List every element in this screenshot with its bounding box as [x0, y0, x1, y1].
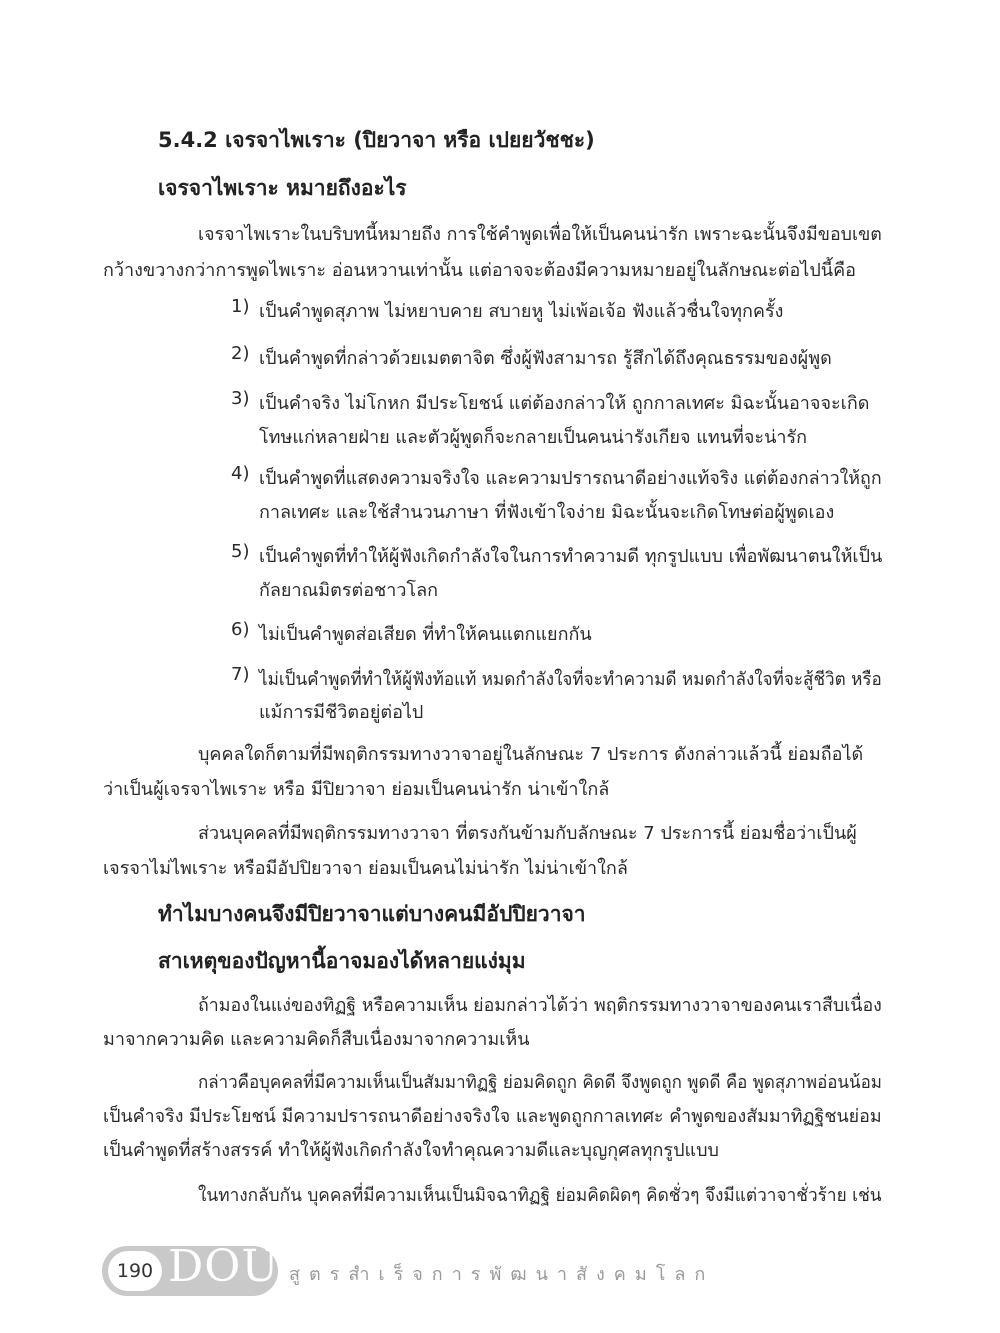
cause-heading: สาเหตุของปัญหานี้อาจมองได้หลายแง่มุม: [158, 949, 526, 973]
list-item-number: 5): [231, 541, 250, 562]
paragraph-line: ถ้ามองในแง่ของทิฏฐิ หรือความเห็น ย่อมกล่าวได้ว่า พฤติกรรมทางวาจาของคนเราสืบเนื่อง: [198, 995, 882, 1016]
list-item-text: เป็นคำพูดที่กล่าวด้วยเมตตาจิต ซึ่งผู้ฟังสามารถ รู้สึกได้ถึงคุณธรรมของผู้พูด: [259, 348, 832, 369]
list-item-text: เป็นคำพูดที่แสดงความจริงใจ และความปรารถนาดีอย่างแท้จริง แต่ต้องกล่าวให้ถูก: [259, 468, 882, 489]
paragraph-line: บุคคลใดก็ตามที่มีพฤติกรรมทางวาจาอยู่ในลักษณะ 7 ประการ ดังกล่าวแล้วนี้ ย่อมถือได้: [198, 744, 864, 765]
list-item-text: โทษแก่หลายฝ่าย และตัวผู้พูดก็จะกลายเป็นคนน่ารังเกียจ แทนที่จะน่ารัก: [259, 427, 808, 448]
list-item-number: 2): [231, 343, 250, 364]
list-item-text: ไม่เป็นคำพูดส่อเสียด ที่ทำให้คนแตกแยกกัน: [259, 624, 592, 645]
paragraph-line: เจรจาไม่ไพเราะ หรือมีอัปปิยวาจา ย่อมเป็นคนไม่น่ารัก ไม่น่าเข้าใกล้: [103, 858, 628, 879]
intro-paragraph-line: เจรจาไพเราะในบริบทนี้หมายถึง การใช้คำพูดเพื่อให้เป็นคนน่ารัก เพราะฉะนั้นจึงมีขอบเขต: [198, 224, 882, 245]
list-item-text: แม้การมีชีวิตอยู่ต่อไป: [259, 702, 424, 723]
section-heading: 5.4.2 เจรจาไพเราะ (ปิยวาจา หรือ เปยยวัชชะ): [158, 128, 595, 152]
paragraph-line: มาจากความคิด และความคิดก็สืบเนื่องมาจากความเห็น: [103, 1029, 530, 1050]
list-item-number: 7): [231, 664, 250, 685]
paragraph-line: กล่าวคือบุคคลที่มีความเห็นเป็นสัมมาทิฏฐิ ย่อมคิดถูก คิดดี จึงพูดถูก พูดดี คือ พูดสุภาพอ่อนน้อม: [198, 1072, 882, 1093]
list-item-text: กาลเทศะ และใช้สำนวนภาษา ที่ฟังเข้าใจง่าย มิฉะนั้นจะเกิดโทษต่อผู้พูดเอง: [259, 502, 835, 523]
list-item-text: เป็นคำพูดสุภาพ ไม่หยาบคาย สบายหู ไม่เพ้อเจ้อ ฟังแล้วชื่นใจทุกครั้ง: [259, 301, 784, 322]
dou-logo: DOU: [168, 1241, 280, 1292]
list-item-text: กัลยาณมิตรต่อชาวโลก: [259, 580, 439, 601]
list-item-text: เป็นคำพูดที่ทำให้ผู้ฟังเกิดกำลังใจในการทำความดี ทุกรูปแบบ เพื่อพัฒนาตนให้เป็น: [259, 546, 883, 567]
book-title: สูตรสำเร็จการพัฒนาสังคมโลก: [289, 1264, 715, 1285]
intro-paragraph-line: กว้างขวางกว่าการพูดไพเราะ อ่อนหวานเท่านั้น แต่อาจจะต้องมีความหมายอยู่ในลักษณะต่อไปนี้คือ: [103, 260, 856, 281]
paragraph-line: เป็นคำพูดที่สร้างสรรค์ ทำให้ผู้ฟังเกิดกำลังใจทำคุณความดีและบุญกุศลทุกรูปแบบ: [103, 1140, 719, 1161]
paragraph-line: ส่วนบุคคลที่มีพฤติกรรมทางวาจา ที่ตรงกันข้ามกับลักษณะ 7 ประการนี้ ย่อมชื่อว่าเป็นผู้: [198, 823, 857, 844]
section-subheading: เจรจาไพเราะ หมายถึงอะไร: [158, 176, 407, 200]
paragraph-line: ในทางกลับกัน บุคคลที่มีความเห็นเป็นมิจฉาทิฏฐิ ย่อมคิดผิดๆ คิดชั่วๆ จึงมีแต่วาจาชั่วร้าย เช่น: [198, 1185, 882, 1206]
list-item-text: เป็นคำจริง ไม่โกหก มีประโยชน์ แต่ต้องกล่าวให้ ถูกกาลเทศะ มิฉะนั้นอาจจะเกิด: [259, 393, 870, 414]
page-number: 190: [108, 1251, 162, 1291]
list-item-number: 1): [231, 296, 250, 317]
paragraph-line: เป็นคำจริง มีประโยชน์ มีความปรารถนาดีอย่างจริงใจ และพูดถูกกาลเทศะ คำพูดของสัมมาทิฏฐิชนย่อม: [103, 1106, 882, 1127]
list-item-number: 6): [231, 619, 250, 640]
list-item-text: ไม่เป็นคำพูดที่ทำให้ผู้ฟังท้อแท้ หมดกำลังใจที่จะทำความดี หมดกำลังใจที่จะสู้ชีวิต หรือ: [259, 669, 882, 690]
list-item-number: 3): [231, 388, 250, 409]
paragraph-line: ว่าเป็นผู้เจรจาไพเราะ หรือ มีปิยวาจา ย่อมเป็นคนน่ารัก น่าเข้าใกล้: [103, 779, 610, 800]
list-item-number: 4): [231, 463, 250, 484]
question-heading: ทำไมบางคนจึงมีปิยวาจาแต่บางคนมีอัปปิยวาจา: [158, 902, 586, 926]
